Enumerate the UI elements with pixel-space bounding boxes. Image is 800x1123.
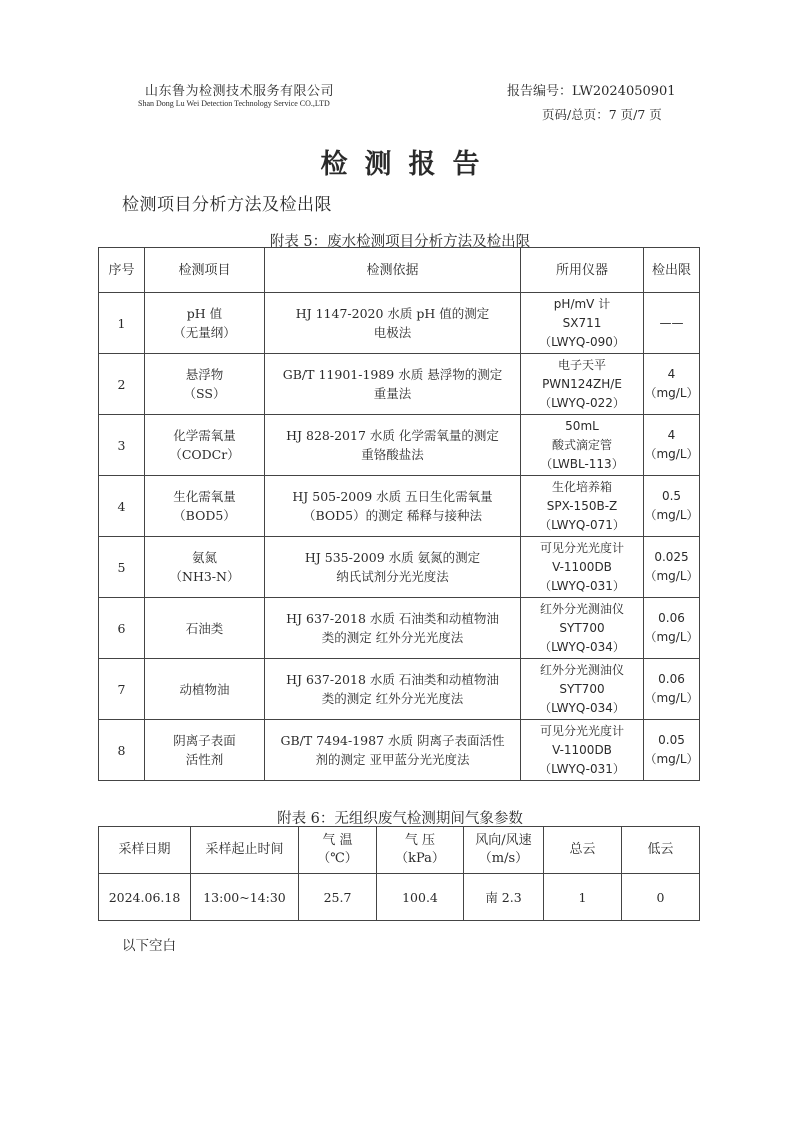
test-item-cell-line: 氨氮 [191,550,217,565]
detection-limit-cell-line: （mg/L） [644,630,699,644]
method-basis-cell-line: （BOD5）的测定 稀释与接种法 [302,508,483,523]
method-basis-cell [265,598,521,659]
detection-limit-cell-line: （mg/L） [644,752,699,766]
instrument-cell [521,415,644,476]
method-basis-cell-line: 电极法 [373,325,412,340]
table5-header-row [99,248,700,293]
instrument-cell-line: （LWYQ-090） [539,334,625,349]
instrument-cell-line: SYT700 [559,681,605,696]
test-item-cell [145,354,265,415]
table5-header-cell: 序号 [99,248,145,293]
table6-header-line: 气 温 [322,833,353,848]
detection-limit-cell-line: （mg/L） [644,386,699,400]
page-info: 页码/总页：7 页/7 页 [542,107,662,122]
table-row [99,415,700,476]
test-item-cell [145,415,265,476]
method-basis-cell-line: 重铬酸盐法 [361,447,424,462]
instrument-cell-line: PWN124ZH/E [542,376,622,391]
detection-limit-cell [644,598,700,659]
serial-number-cell: 5 [99,537,145,598]
table5-body [99,293,700,781]
test-item-cell [145,720,265,781]
table6-header-cell [191,827,299,874]
instrument-cell-line: （LWYQ-034） [539,700,625,715]
test-item-cell-line: 动植物油 [179,681,230,697]
table6-value-cell: 25.7 [299,874,377,921]
method-basis-cell-line: 类的测定 红外分光光度法 [321,630,464,645]
instrument-cell [521,598,644,659]
serial-number-cell: 1 [99,293,145,354]
table5 [98,247,700,781]
test-item-cell-line: （CODCr） [169,447,240,462]
detection-limit-cell [644,476,700,537]
detection-limit-cell-line: （mg/L） [644,569,699,583]
detection-limit-cell-line: 0.5 [661,489,682,503]
instrument-cell-line: SYT700 [559,620,605,635]
serial-number-cell: 2 [99,354,145,415]
detection-limit-cell-line: 0.06 [658,611,685,625]
test-item-cell-line: （NH3-N） [169,569,240,584]
table6-header-line: （m/s） [478,851,529,866]
detection-limit-cell-line: 0.06 [658,672,685,686]
table6-value-cell: 0 [622,874,700,921]
test-item-cell-line: （SS） [183,386,226,401]
table6-header-cell [464,827,544,874]
method-basis-cell [265,476,521,537]
detection-limit-cell [644,659,700,720]
test-item-cell-line: 石油类 [185,620,224,636]
table6-value-cell: 100.4 [377,874,464,921]
detection-limit-cell-line: 4 [667,428,676,442]
table6-header-line: 风向/风速 [475,833,532,848]
company-name-cn: 山东鲁为检测技术服务有限公司 [145,84,335,99]
test-item-cell [145,293,265,354]
table-row [99,537,700,598]
detection-limit-cell-line: —— [659,315,684,330]
method-basis-cell-line: 剂的测定 亚甲蓝分光光度法 [315,752,470,767]
instrument-cell [521,476,644,537]
table6-caption: 附表 6：无组织废气检测期间气象参数 [277,811,523,827]
method-basis-cell [265,354,521,415]
instrument-cell [521,354,644,415]
table-row [99,354,700,415]
instrument-cell [521,720,644,781]
method-basis-cell [265,659,521,720]
method-basis-cell-line: HJ 637-2018 水质 石油类和动植物油 [286,672,499,687]
instrument-cell-line: 红外分光测油仪 [539,601,624,616]
table-row [99,293,700,354]
instrument-cell-line: （LWYQ-071） [539,517,625,532]
detection-limit-cell [644,415,700,476]
table5-header-cell: 所用仪器 [521,248,644,293]
detection-limit-cell-line: （mg/L） [644,691,699,705]
method-basis-cell-line: HJ 637-2018 水质 石油类和动植物油 [286,611,499,626]
table6-header-cell [377,827,464,874]
table6-value-cell: 1 [544,874,622,921]
instrument-cell [521,293,644,354]
serial-number-cell: 3 [99,415,145,476]
table-row [99,476,700,537]
table6 [98,826,700,921]
table5-header-cell: 检测项目 [145,248,265,293]
test-item-cell-line: pH 值 [186,306,223,321]
table-row [99,874,700,921]
table6-header-cell [544,827,622,874]
test-item-cell [145,476,265,537]
instrument-cell-line: （LWYQ-031） [539,761,625,776]
table6-header-line: 气 压 [404,833,436,848]
table6-header-line: （℃） [317,851,358,866]
test-item-cell [145,659,265,720]
report-number: 报告编号：LW2024050901 [507,84,676,99]
blank-below-note: 以下空白 [122,938,176,954]
table6-header-cell [99,827,191,874]
test-item-cell [145,537,265,598]
method-basis-cell [265,293,521,354]
detection-limit-cell-line: 4 [667,367,676,381]
detection-limit-cell [644,720,700,781]
instrument-cell-line: 红外分光测油仪 [539,662,624,677]
serial-number-cell: 7 [99,659,145,720]
test-item-cell-line: 活性剂 [185,752,224,767]
instrument-cell-line: pH/mV 计 [553,296,611,311]
method-basis-cell [265,720,521,781]
table6-value-cell: 南 2.3 [464,874,544,921]
instrument-cell-line: SX711 [562,315,602,330]
method-basis-cell-line: HJ 505-2009 水质 五日生化需氧量 [292,489,493,504]
method-basis-cell-line: 类的测定 红外分光光度法 [321,691,464,706]
test-item-cell-line: （BOD5） [173,508,236,523]
document-title: 检测报告 [320,149,497,180]
table6-header-cell [622,827,700,874]
instrument-cell-line: 50mL [565,418,599,433]
table6-header-line: （kPa） [395,851,445,866]
table5-caption: 附表 5：废水检测项目分析方法及检出限 [269,234,531,250]
test-item-cell-line: 悬浮物 [185,367,224,382]
instrument-cell-line: 可见分光光度计 [539,723,624,738]
test-item-cell [145,598,265,659]
method-basis-cell-line: GB/T 7494-1987 水质 阴离子表面活性 [280,733,505,748]
table6-value-cell: 13:00~14:30 [191,874,299,921]
detection-limit-cell-line: （mg/L） [644,508,699,522]
detection-limit-cell-line: 0.05 [658,733,685,747]
instrument-cell-line: （LWBL-113） [540,456,624,471]
table5-header-cell: 检测依据 [265,248,521,293]
table-row [99,720,700,781]
instrument-cell-line: 可见分光光度计 [539,540,624,555]
detection-limit-cell [644,354,700,415]
instrument-cell-line: V-1100DB [552,742,612,757]
table6-value-cell: 2024.06.18 [99,874,191,921]
detection-limit-cell-line: 0.025 [654,550,689,564]
method-basis-cell-line: HJ 535-2009 水质 氨氮的测定 [304,550,481,565]
table6-header-line: 总云 [569,842,596,857]
table5-header-cell: 检出限 [644,248,700,293]
table6-header-line: 采样起止时间 [205,842,284,857]
method-basis-cell [265,537,521,598]
serial-number-cell: 8 [99,720,145,781]
method-basis-cell-line: HJ 1147-2020 水质 pH 值的测定 [295,306,490,321]
table6-header-cell [299,827,377,874]
method-basis-cell-line: HJ 828-2017 水质 化学需氧量的测定 [286,428,499,443]
instrument-cell [521,537,644,598]
test-item-cell-line: 生化需氧量 [173,489,236,504]
instrument-cell-line: SPX-150B-Z [546,498,618,513]
test-item-cell-line: 化学需氧量 [173,428,236,443]
instrument-cell-line: （LWYQ-031） [539,578,625,593]
instrument-cell [521,659,644,720]
method-basis-cell [265,415,521,476]
instrument-cell-line: （LWYQ-022） [539,395,625,410]
test-item-cell-line: 阴离子表面 [173,733,236,748]
table6-header-line: 低云 [647,842,674,857]
table6-header-row [99,827,700,874]
method-basis-cell-line: 重量法 [373,386,412,401]
instrument-cell-line: 生化培养箱 [551,479,612,494]
company-name-en: Shan Dong Lu Wei Detection Technology Service CO.,LTD [138,99,330,108]
serial-number-cell: 4 [99,476,145,537]
serial-number-cell: 6 [99,598,145,659]
instrument-cell-line: 酸式滴定管 [551,437,612,452]
instrument-cell-line: 电子天平 [557,357,606,372]
test-item-cell-line: （无量纲） [173,325,236,340]
instrument-cell-line: （LWYQ-034） [539,639,625,654]
table-row [99,659,700,720]
table6-header-line: 采样日期 [118,842,171,857]
method-basis-cell-line: 纳氏试剂分光光度法 [336,569,449,584]
method-basis-cell-line: GB/T 11901-1989 水质 悬浮物的测定 [282,367,503,382]
table-row [99,598,700,659]
detection-limit-cell-line: （mg/L） [644,447,699,461]
instrument-cell-line: V-1100DB [552,559,612,574]
section-title: 检测项目分析方法及检出限 [122,195,332,215]
detection-limit-cell [644,293,700,354]
detection-limit-cell [644,537,700,598]
